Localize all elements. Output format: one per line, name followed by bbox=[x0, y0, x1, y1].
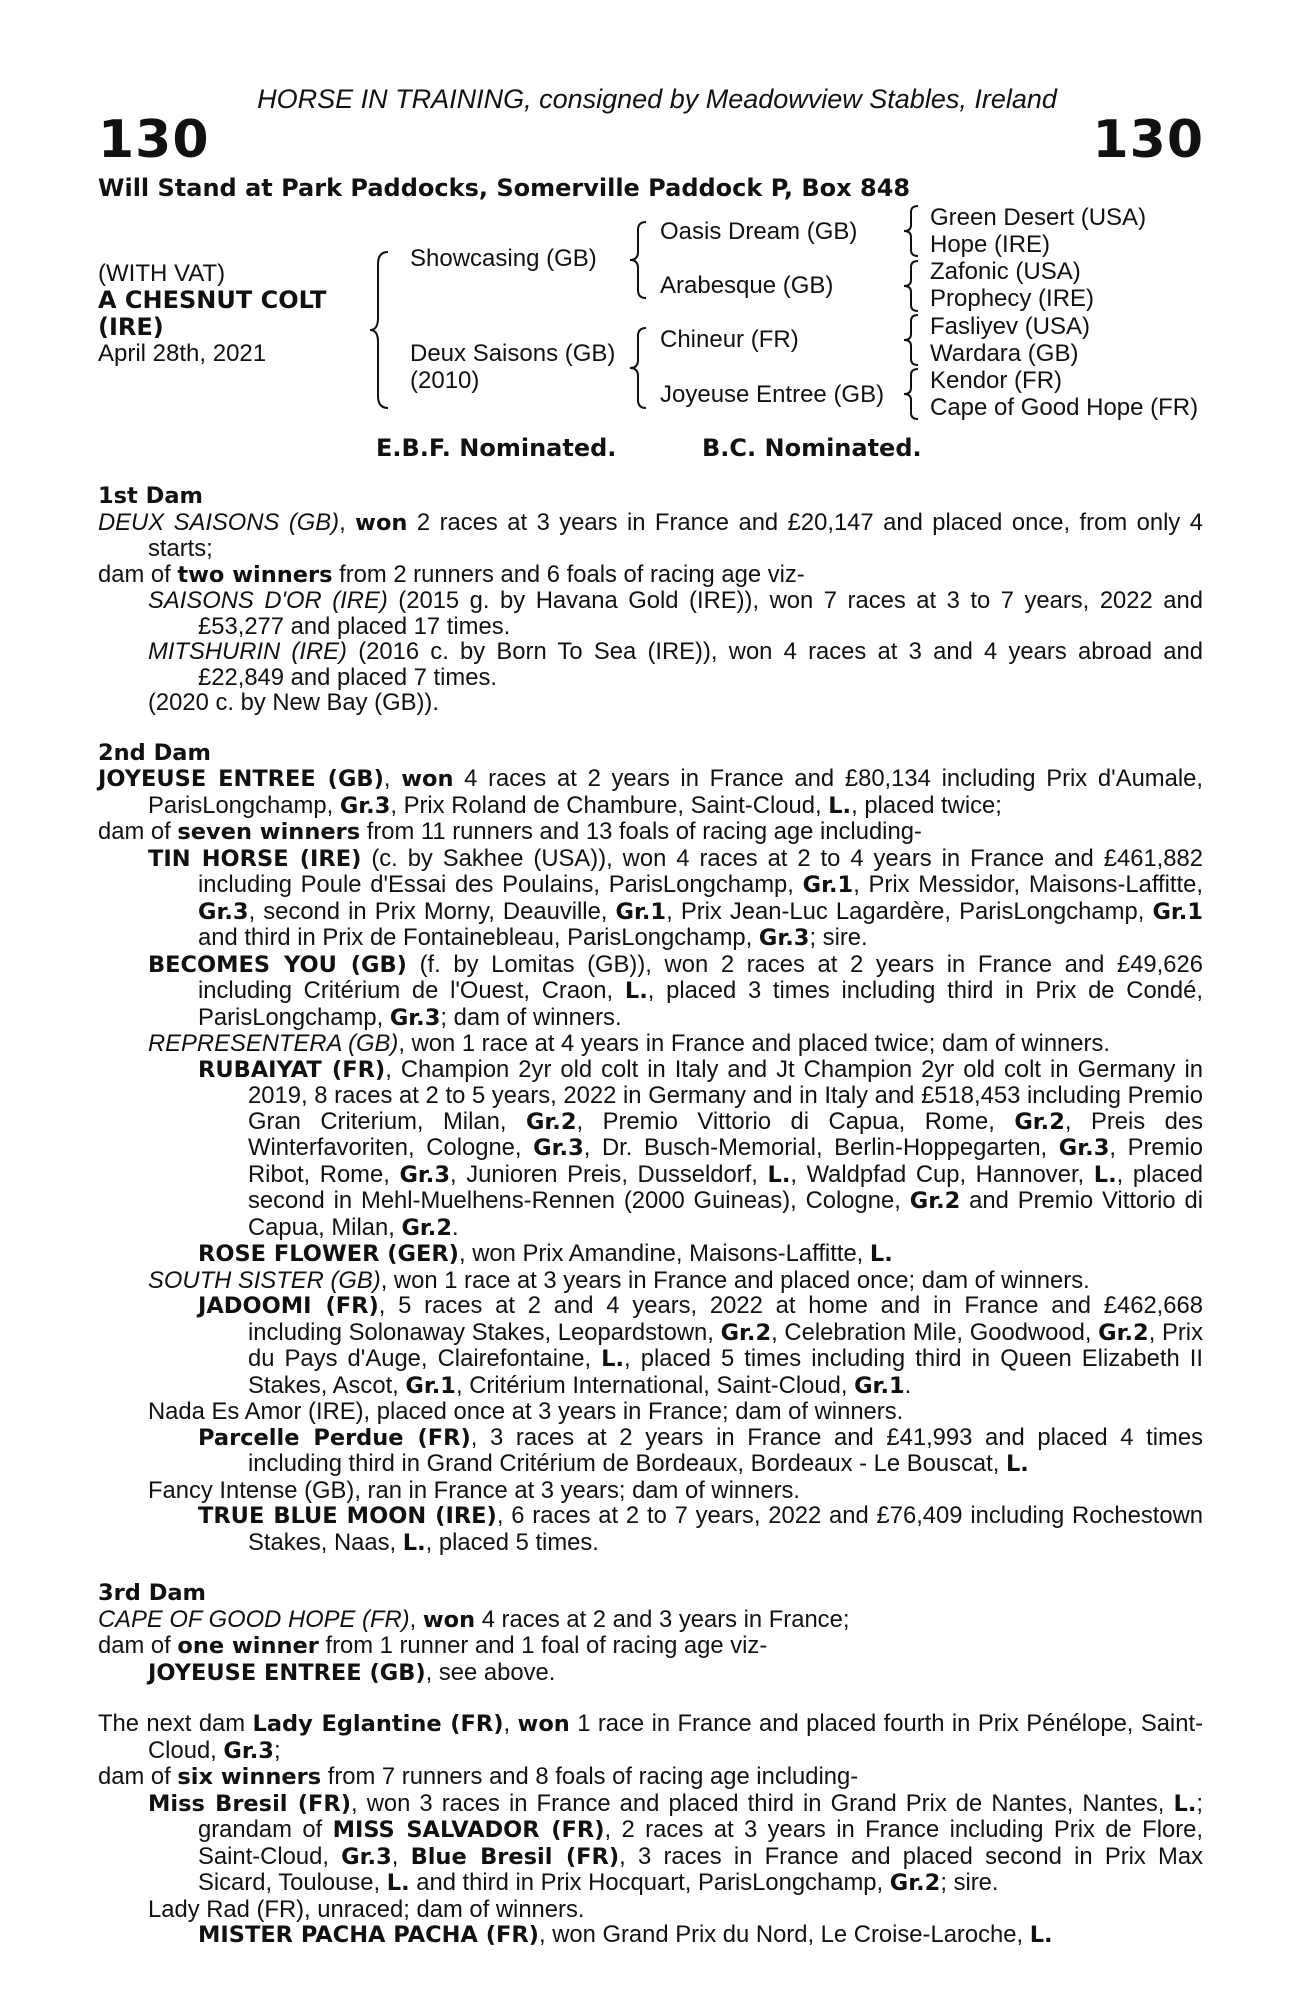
pedigree-gen3-4: Prophecy (IRE) bbox=[930, 285, 1095, 312]
horse-name-line1: A CHESNUT COLT bbox=[98, 286, 327, 314]
brace-g3 bbox=[904, 313, 924, 367]
pedigree-paragraph: The next dam Lady Eglantine (FR), won 1 race in France and placed fourth in Prix Pénélope, Saint-Cloud, Gr.3; bbox=[98, 1710, 1203, 1764]
pedigree-sire-dam: Arabesque (GB) bbox=[660, 272, 834, 299]
pedigree-gen3-1: Green Desert (USA) bbox=[930, 204, 1147, 231]
pedigree-paragraph: REPRESENTERA (GB), won 1 race at 4 years in France and placed twice; dam of winners. bbox=[148, 1030, 1110, 1057]
pedigree-paragraph: Fancy Intense (GB), ran in France at 3 years; dam of winners. bbox=[148, 1476, 801, 1504]
pedigree-paragraph: ROSE FLOWER (GER), won Prix Amandine, Maisons-Laffitte, L. bbox=[198, 1240, 893, 1267]
pedigree-gen3-2: Hope (IRE) bbox=[930, 231, 1051, 258]
pedigree-paragraph: DEUX SAISONS (GB), won 2 races at 3 years in France and £20,147 and placed once, from only 4 starts; bbox=[98, 508, 1203, 562]
lot-number-right: 130 bbox=[1092, 110, 1204, 170]
brace-g2 bbox=[904, 259, 924, 313]
section-gap bbox=[98, 1686, 1203, 1711]
pedigree-gen3-7: Kendor (FR) bbox=[930, 367, 1063, 394]
pedigree-paragraph: MISTER PACHA PACHA (FR), won Grand Prix du Nord, Le Croise-Laroche, L. bbox=[198, 1921, 1053, 1948]
pedigree-dam-sire: Chineur (FR) bbox=[660, 326, 799, 353]
section-gap bbox=[98, 1556, 1203, 1581]
pedigree-sire-sire: Oasis Dream (GB) bbox=[660, 218, 858, 245]
pedigree-paragraph: dam of six winners from 7 runners and 8 foals of racing age including- bbox=[98, 1763, 859, 1790]
pedigree-paragraph: SOUTH SISTER (GB), won 1 race at 3 years in France and placed once; dam of winners. bbox=[148, 1266, 1090, 1294]
pedigree-paragraph: JOYEUSE ENTREE (GB), see above. bbox=[148, 1658, 556, 1686]
catalogue-body bbox=[98, 484, 1203, 1949]
horse-dob: April 28th, 2021 bbox=[98, 340, 267, 367]
pedigree-paragraph: Nada Es Amor (IRE), placed once at 3 years in France; dam of winners. bbox=[148, 1398, 904, 1425]
brace-g1 bbox=[904, 204, 924, 258]
horse-name-line2: (IRE) bbox=[98, 313, 164, 341]
pedigree-paragraph: Lady Rad (FR), unraced; dam of winners. bbox=[148, 1895, 585, 1923]
pedigree-paragraph: CAPE OF GOOD HOPE (FR), won 4 races at 2 and 3 years in France; bbox=[98, 1605, 850, 1633]
pedigree-paragraph: JADOOMI (FR), 5 races at 2 and 4 years, 2022 at home and in France and £462,668 including Solonaway Stakes, Leopardstown, Gr.2, Celebration Mile, Goodwood, Gr.2, Prix du Pays d'Auge, Clairefontaine, L., placed 5 times including third in Queen Elizabeth II Stakes, Ascot, Gr.1, Critérium International, Saint-Cloud, Gr.1. bbox=[198, 1292, 1203, 1399]
pedigree-paragraph: BECOMES YOU (GB) (f. by Lomitas (GB)), won 2 races at 2 years in France and £49,626 including Critérium de l'Ouest, Craon, L., placed 3 times including third in Prix de Condé, ParisLongchamp, Gr.3; dam of winners. bbox=[148, 950, 1203, 1031]
pedigree-brace-main bbox=[370, 250, 400, 410]
pedigree-gen3-3: Zafonic (USA) bbox=[930, 258, 1081, 285]
stand-location: Will Stand at Park Paddocks, Somerville Paddock P, Box 848 bbox=[98, 174, 911, 202]
pedigree-sire: Showcasing (GB) bbox=[410, 245, 597, 272]
vat-note: (WITH VAT) bbox=[98, 260, 226, 287]
pedigree-gen3-5: Fasliyev (USA) bbox=[930, 313, 1091, 340]
pedigree-paragraph: dam of seven winners from 11 runners and 13 foals of racing age including- bbox=[98, 818, 922, 845]
pedigree-paragraph: JOYEUSE ENTREE (GB), won 4 races at 2 years in France and £80,134 including Prix d'Aumale, ParisLongchamp, Gr.3, Prix Roland de Chambure, Saint-Cloud, L., placed twice; bbox=[98, 765, 1203, 819]
pedigree-dam-dam: Joyeuse Entree (GB) bbox=[660, 381, 885, 408]
section-heading: 3rd Dam bbox=[98, 1580, 206, 1606]
pedigree-paragraph: (2020 c. by New Bay (GB)). bbox=[148, 689, 439, 716]
pedigree-paragraph: SAISONS D'OR (IRE) (2015 g. by Havana Gold (IRE)), won 7 races at 3 to 7 years, 2022 and £53,277 and placed 17 times. bbox=[148, 587, 1203, 640]
section-heading: 1st Dam bbox=[98, 483, 203, 509]
brace-g4 bbox=[904, 367, 924, 421]
pedigree-brace-sire bbox=[630, 220, 654, 300]
pedigree-gen3-8: Cape of Good Hope (FR) bbox=[930, 394, 1199, 421]
pedigree-paragraph: dam of one winner from 1 runner and 1 foal of racing age viz- bbox=[98, 1632, 768, 1659]
ebf-nomination: E.B.F. Nominated. bbox=[376, 434, 617, 462]
pedigree-brace-dam bbox=[630, 326, 654, 410]
pedigree-paragraph: RUBAIYAT (FR), Champion 2yr old colt in Italy and Jt Champion 2yr old colt in Germany in 2019, 8 races at 2 to 5 years, 2022 in Germany and in Italy and £518,453 including Premio Gran Criterium, Milan, Gr.2, Premio Vittorio di Capua, Rome, Gr.2, Preis des Winterfavoriten, Cologne, Gr.3, Dr. Busch-Memorial, Berlin-Hoppegarten, Gr.3, Premio Ribot, Rome, Gr.3, Junioren Preis, Dusseldorf, L., Waldpfad Cup, Hannover, L., placed second in Mehl-Muelhens-Rennen (2000 Guineas), Cologne, Gr.2 and Premio Vittorio di Capua, Milan, Gr.2. bbox=[198, 1055, 1204, 1241]
consignment-line: HORSE IN TRAINING, consigned by Meadowview Stables, Ireland bbox=[257, 84, 1057, 114]
pedigree-paragraph: dam of two winners from 2 runners and 6 foals of racing age viz- bbox=[98, 560, 805, 588]
section-heading: 2nd Dam bbox=[98, 739, 211, 766]
pedigree-gen3-6: Wardara (GB) bbox=[930, 340, 1079, 367]
lot-number-left: 130 bbox=[98, 110, 210, 170]
pedigree-paragraph: Miss Bresil (FR), won 3 races in France and placed third in Grand Prix de Nantes, Nantes, L.; grandam of MISS SALVADOR (FR), 2 races at 3 years in France including Prix de Flore, Saint-Cloud, Gr.3, Blue Bresil (FR), 3 races in France and placed second in Prix Max Sicard, Toulouse, L. and third in Prix Hocquart, ParisLongchamp, Gr.2; sire. bbox=[148, 1789, 1203, 1896]
bc-nomination: B.C. Nominated. bbox=[702, 434, 922, 462]
pedigree-paragraph: MITSHURIN (IRE) (2016 c. by Born To Sea (IRE)), won 4 races at 3 and 4 years abroad and £22,849 and placed 7 times. bbox=[148, 638, 1203, 691]
pedigree-paragraph: TRUE BLUE MOON (IRE), 6 races at 2 to 7 years, 2022 and £76,409 including Rochestown Stakes, Naas, L., placed 5 times. bbox=[198, 1502, 1204, 1556]
section-gap bbox=[98, 716, 1203, 741]
pedigree-paragraph: Parcelle Perdue (FR), 3 races at 2 years in France and £41,993 and placed 4 times including third in Grand Critérium de Bordeaux, Bordeaux - Le Bouscat, L. bbox=[198, 1423, 1203, 1477]
pedigree-dam: Deux Saisons (GB) bbox=[410, 340, 616, 367]
pedigree-dam-year: (2010) bbox=[410, 367, 480, 394]
pedigree-paragraph: TIN HORSE (IRE) (c. by Sakhee (USA)), won 4 races at 2 to 4 years in France and £461,882 including Poule d'Essai des Poulains, ParisLongchamp, Gr.1, Prix Messidor, Maisons-Laffitte, Gr.3, second in Prix Morny, Deauville, Gr.1, Prix Jean-Luc Lagardère, ParisLongchamp, Gr.1 and third in Prix de Fontainebleau, ParisLongchamp, Gr.3; sire. bbox=[148, 844, 1203, 951]
